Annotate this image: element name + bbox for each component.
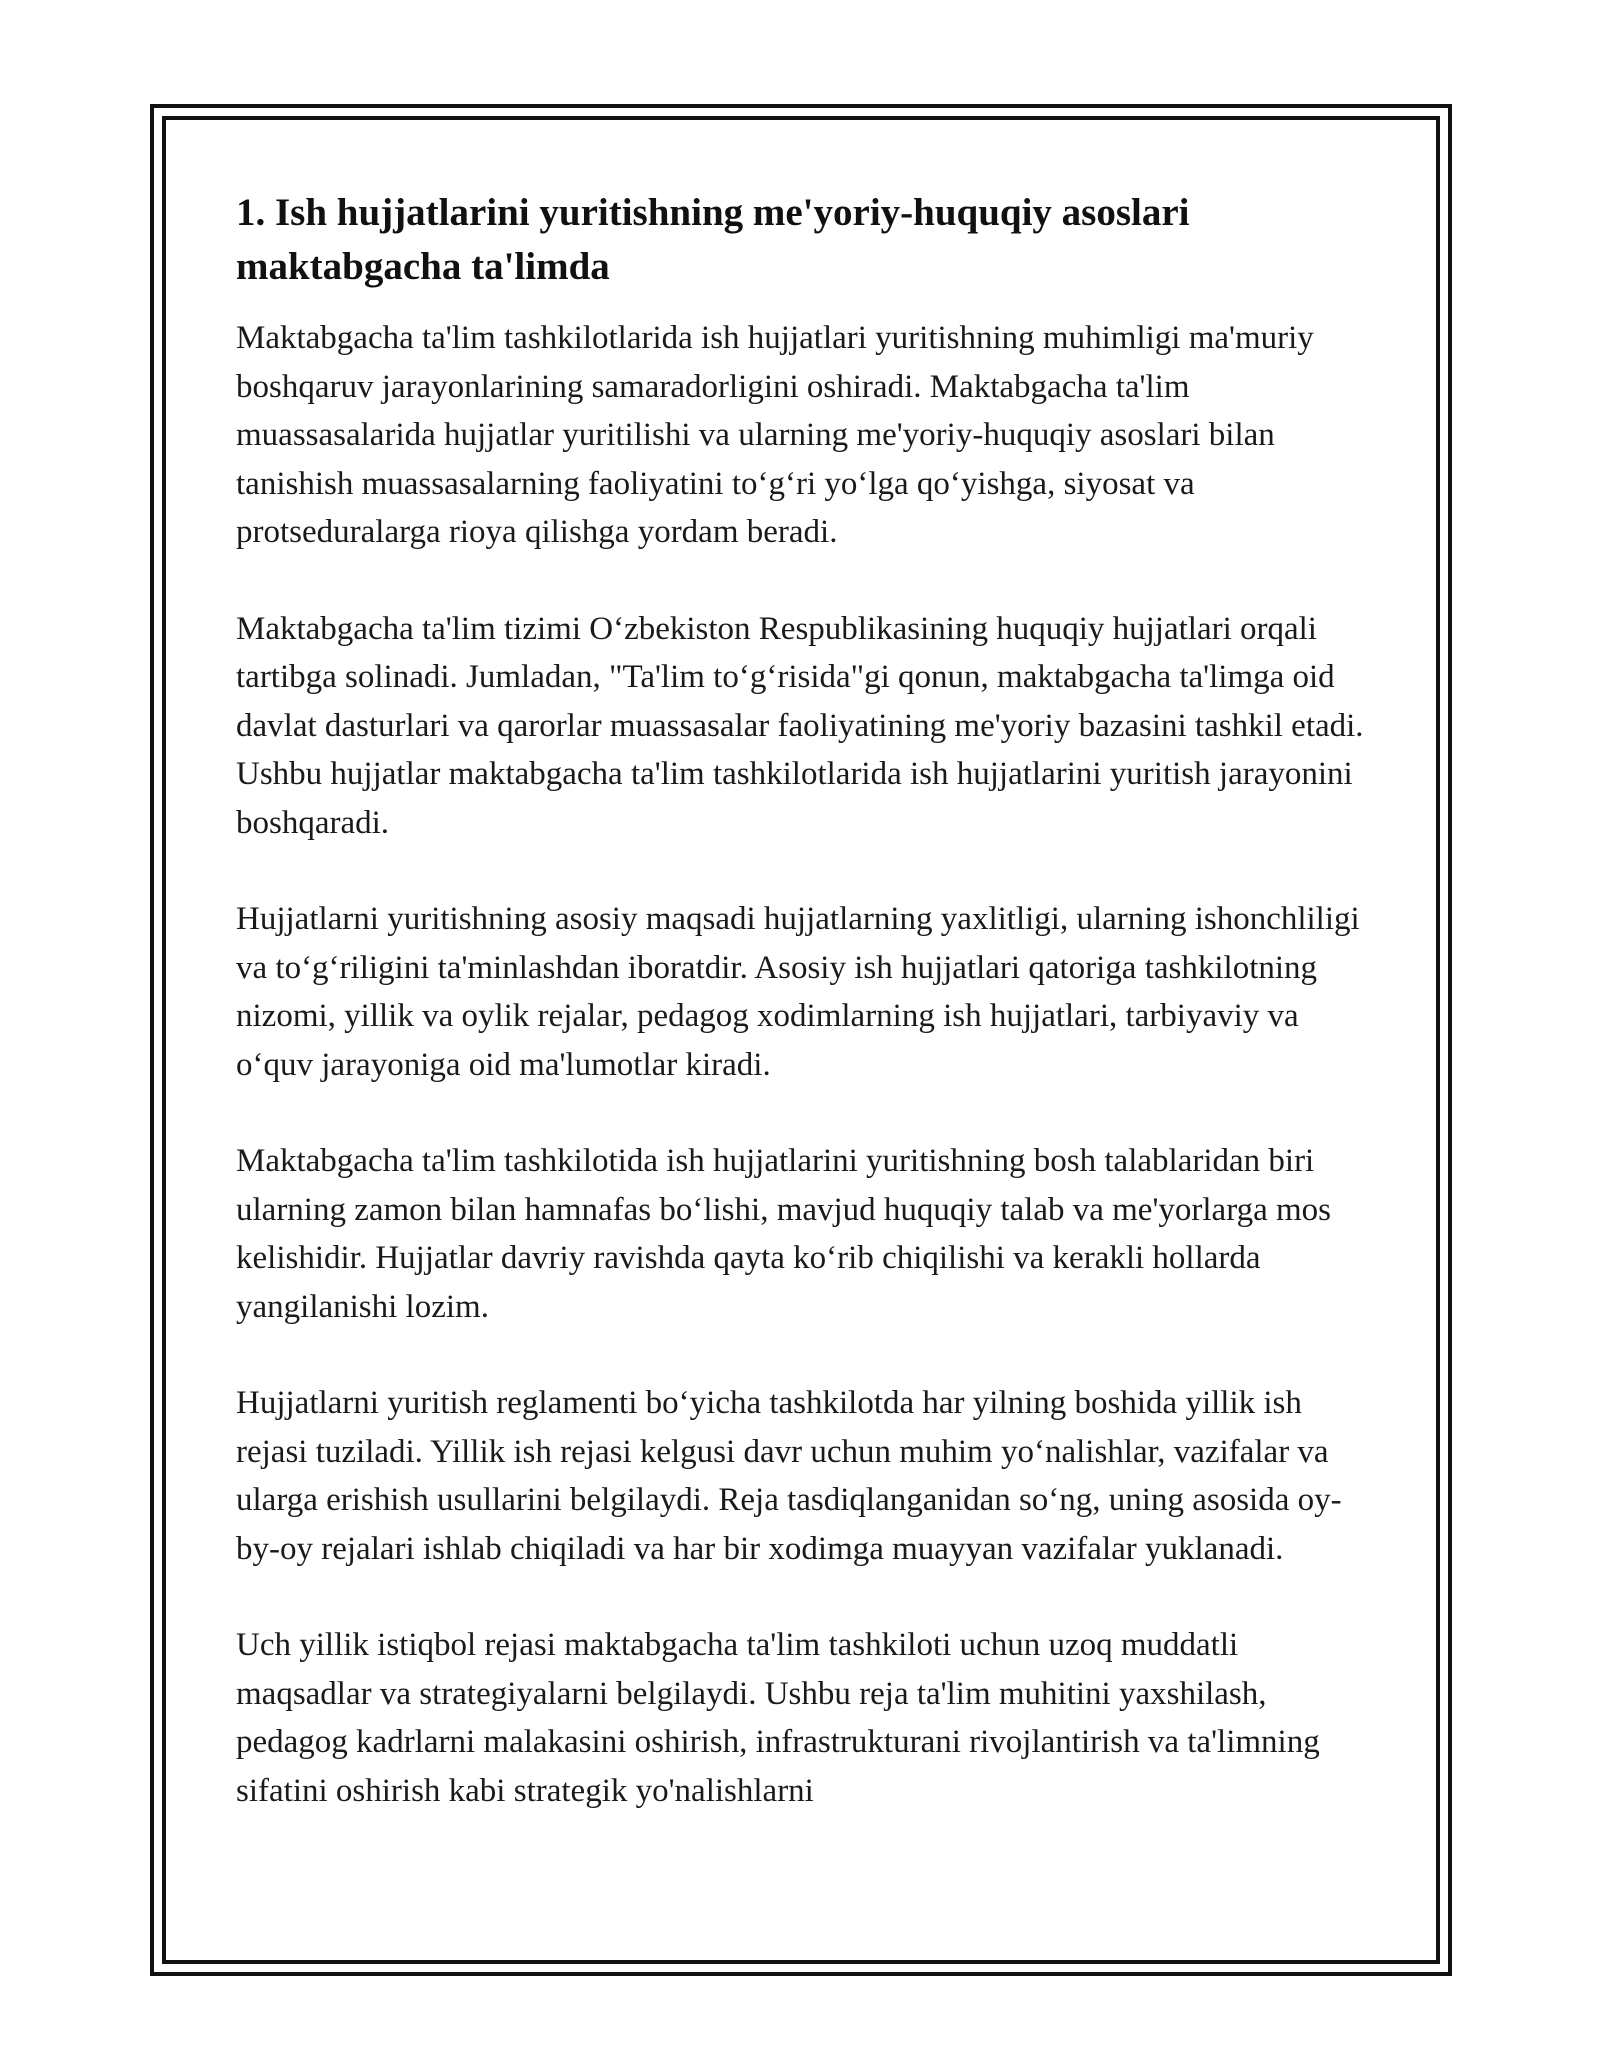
paragraph-1: Maktabgacha ta'lim tashkilotlarida ish hujjatlari yuritishning muhimligi ma'muriy boshqaruv jarayonlarining samaradorligini oshiradi. Maktabgacha ta'lim muassasalarida hujjatlar yuritilishi va ularning me'yoriy-huquqiy asoslari bilan tanishish muassasalarning faoliyatini to‘g‘ri yo‘lga qo‘yishga, siyosat va protseduralarga rioya qilishga yordam beradi.: [236, 320, 1314, 550]
paragraph-2: Maktabgacha ta'lim tizimi O‘zbekiston Respublikasining huquqiy hujjatlari orqali tartibga solinadi. Jumladan, "Ta'lim to‘g‘risida"gi qonun, maktabgacha ta'limga oid davlat dasturlari va qarorlar muassasalar faoliyatining me'yoriy bazasini tashkil etadi. Ushbu hujjatlar maktabgacha ta'lim tashkilotlarida ish hujjatlarini yuritish jarayonini boshqaradi.: [236, 610, 1364, 841]
document-body: [236, 186, 1366, 1863]
paragraph-5: Hujjatlarni yuritish reglamenti bo‘yicha tashkilotda har yilning boshida yillik ish rejasi tuziladi. Yillik ish rejasi kelgusi davr uchun muhim yo‘nalishlar, vazifalar va ularga erishish usullarini belgilaydi. Reja tasdiqlanganidan so‘ng, uning asosida oy-by-oy rejalari ishlab chiqiladi va har bir xodimga muayyan vazifalar yuklanadi.: [236, 1385, 1342, 1567]
paragraph-6: Uch yillik istiqbol rejasi maktabgacha ta'lim tashkiloti uchun uzoq muddatli maqsadlar va strategiyalarni belgilaydi. Ushbu reja ta'lim muhitini yaxshilash, pedagog kadrlarni malakasini oshirish, infrastrukturani rivojlantirish va ta'limning sifatini oshirish kabi strategik yo'nalishlarni: [236, 1627, 1320, 1809]
section-heading: 1. Ish hujjatlarini yuritishning me'yoriy-huquqiy asoslari maktabgacha ta'limda: [236, 191, 1190, 288]
paragraph-4: Maktabgacha ta'lim tashkilotida ish hujjatlarini yuritishning bosh talablaridan biri ularning zamon bilan hamnafas bo‘lishi, mavjud huquqiy talab va me'yorlarga mos kelishidir. Hujjatlar davriy ravishda qayta ko‘rib chiqilishi va kerakli hollarda yangilanishi lozim.: [236, 1143, 1331, 1325]
paragraph-3: Hujjatlarni yuritishning asosiy maqsadi hujjatlarning yaxlitligi, ularning ishonchliligi va to‘g‘riligini ta'minlashdan iboratdir. Asosiy ish hujjatlari qatoriga tashkilotning nizomi, yillik va oylik rejalar, pedagog xodimlarning ish hujjatlari, tarbiyaviy va o‘quv jarayoniga oid ma'lumotlar kiradi.: [236, 901, 1360, 1083]
